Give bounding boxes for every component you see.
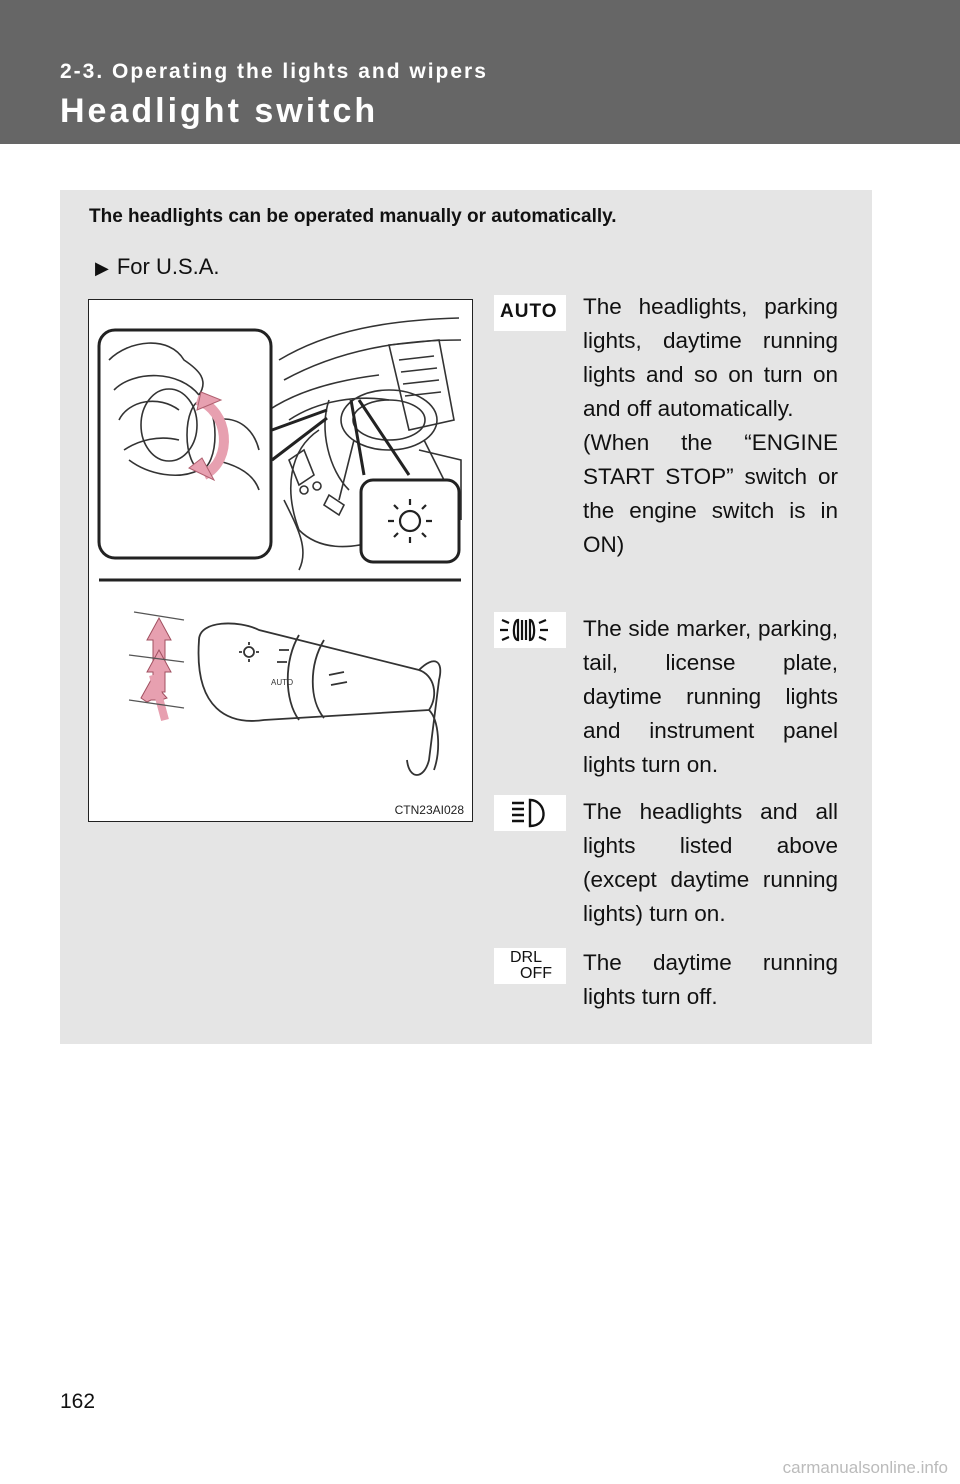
figure-code: CTN23AI028 (394, 803, 464, 817)
intro-text: The headlights can be operated manually or automatically. (89, 206, 617, 227)
headlight-mode-description: The headlights and all lights listed above (except daytime running lights) turn on. (583, 799, 838, 926)
auto-mode-description (583, 290, 838, 562)
parking-mode-description: The side marker, parking, tail, license plate, daytime running lights and instrument panel lights turn on. (583, 616, 838, 777)
headlight-switch-illustration (88, 299, 473, 822)
auto-icon (494, 295, 566, 331)
drl-off-icon (494, 948, 566, 984)
region-heading (95, 254, 220, 280)
headlight-icon (494, 795, 566, 831)
drl-icon-label: DRL (510, 949, 543, 966)
page-header (0, 0, 960, 144)
watermark: carmanualsonline.info (782, 1458, 948, 1477)
switch-drawing (89, 300, 474, 823)
auto-mode-text: The headlights, parking lights, daytime running lights and so on turn on and off automatically. (583, 294, 838, 421)
region-label: For U.S.A. (116, 254, 220, 279)
drl-off-mode-description: The daytime running lights turn off. (583, 950, 838, 1009)
page-title: Headlight switch (60, 92, 379, 130)
page-number: 162 (60, 1390, 96, 1413)
triangle-bullet-icon: ▶ (95, 258, 109, 278)
auto-mode-note: (When the “ENGINE START STOP” switch or the engine switch is in ON) (583, 430, 838, 557)
section-label: 2-3. Operating the lights and wipers (60, 60, 488, 83)
off-icon-label: OFF (520, 965, 552, 982)
parking-lights-icon (494, 612, 566, 648)
svg-text:AUTO: AUTO (271, 678, 294, 687)
auto-icon-label: AUTO (500, 301, 558, 322)
